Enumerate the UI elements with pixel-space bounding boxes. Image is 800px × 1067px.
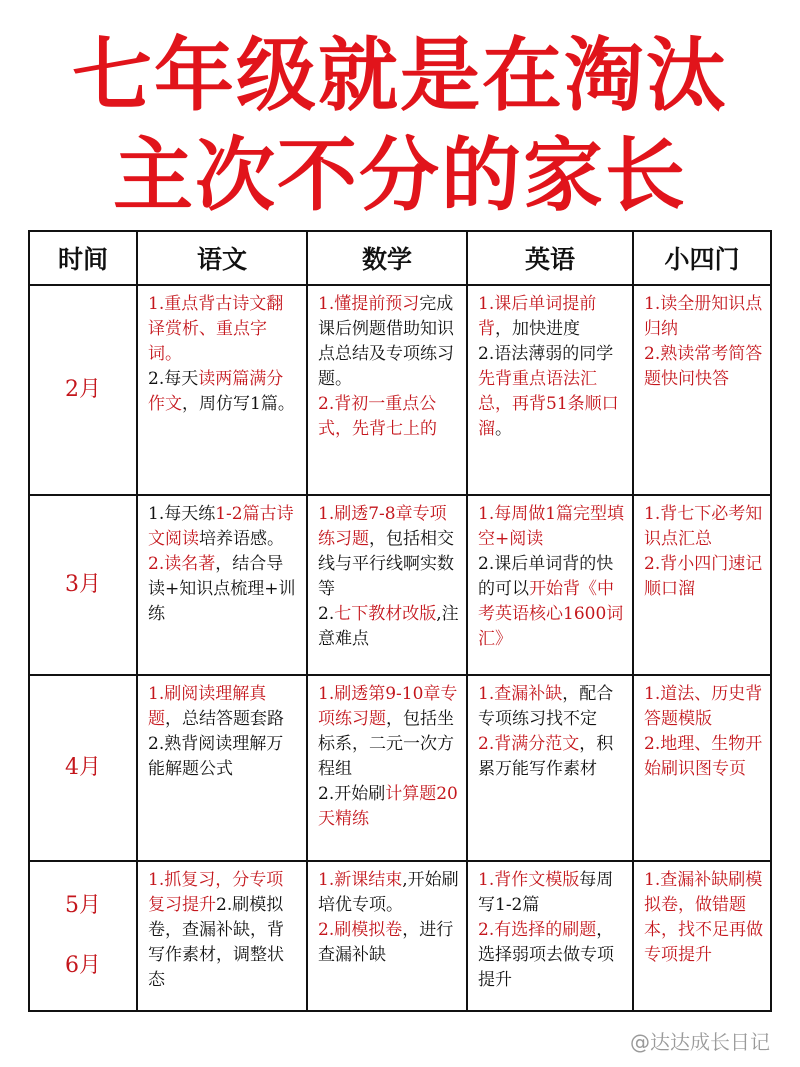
plan-item [318, 918, 460, 968]
plain-text: ,开始刷培优专项。 [318, 870, 459, 915]
plan-item [148, 292, 300, 367]
plain-text: 2.语法薄弱的同学 [478, 344, 614, 364]
highlighted-text: 七下教材改版 [334, 604, 437, 624]
plan-item [148, 732, 300, 782]
plan-item [478, 732, 626, 782]
highlighted-text: 先背重点语法汇总，再背51条顺口溜 [478, 369, 619, 439]
table-row [29, 495, 771, 675]
month-cell [29, 285, 137, 495]
chinese-cell [137, 285, 307, 495]
highlighted-text: 2.刷模拟卷 [318, 920, 403, 940]
highlighted-text: 1.读全册知识点归纳 [644, 294, 763, 339]
math-cell [307, 675, 467, 861]
others-cell [633, 675, 771, 861]
plan-item [644, 868, 764, 968]
plan-item [478, 292, 626, 342]
month-cell [29, 495, 137, 675]
english-cell [467, 675, 633, 861]
month-cell [29, 861, 137, 1011]
plain-text: ,注意难点 [318, 604, 459, 649]
plain-text: 2.刷模拟卷，查漏补缺，背写作素材，调整状态 [148, 895, 284, 990]
plain-text: 2.熟背阅读理解万能解题公式 [148, 734, 284, 779]
english-cell [467, 495, 633, 675]
highlighted-text: 1.查漏补缺刷模拟卷，做错题本，找不足再做专项提升 [644, 870, 763, 965]
plain-text: 。 [495, 419, 512, 439]
math-cell [307, 495, 467, 675]
highlighted-text: 1.课后单词提前背 [478, 294, 597, 339]
plan-item [644, 342, 764, 392]
plain-text: ，进行查漏补缺 [318, 920, 454, 965]
plain-text: ，结合导读+知识点梳理+训练 [148, 554, 296, 624]
month-cell [29, 675, 137, 861]
plan-item [318, 602, 460, 652]
chinese-cell [137, 495, 307, 675]
plain-text: 2. [318, 604, 335, 624]
math-cell [307, 861, 467, 1011]
highlighted-text: 1.刷透7-8章专项练习题 [318, 504, 447, 549]
plan-item [478, 868, 626, 918]
highlighted-text: 2.背小四门速记顺口溜 [644, 554, 763, 599]
plan-item [644, 682, 764, 732]
month-label: 2月 [65, 377, 101, 402]
plain-text: 每周写1-2篇 [478, 870, 614, 915]
plain-text: ，选择弱项去做专项提升 [478, 920, 614, 990]
plain-text: ，周仿写1篇。 [182, 394, 295, 414]
others-cell [633, 495, 771, 675]
highlighted-text: 1.每周做1篇完型填空+阅读 [478, 504, 625, 549]
plan-item [318, 292, 460, 392]
others-cell [633, 285, 771, 495]
plan-item [318, 392, 460, 442]
plain-text: 2.课后单词背的快的可以 [478, 554, 614, 599]
poster-title-line-1: 七年级就是在淘汰 [72, 29, 728, 122]
highlighted-text: 1.背七下必考知识点汇总 [644, 504, 763, 549]
highlighted-text: 1-2篇古诗文阅读 [148, 504, 294, 549]
highlighted-text: 2.背满分范文 [478, 734, 580, 754]
plain-text: 完成课后例题借助知识点总结及专项练习题。 [318, 294, 454, 389]
month-label: 3月 [65, 572, 101, 597]
english-cell [467, 861, 633, 1011]
highlighted-text: 读两篇满分作文 [148, 369, 284, 414]
highlighted-text: 1.抓复习，分专项复习提升 [148, 870, 284, 915]
header-english: 英语 [467, 231, 633, 285]
plan-item [148, 552, 300, 627]
plain-text: ，总结答题套路 [165, 709, 284, 729]
header-time: 时间 [29, 231, 137, 285]
english-cell [467, 285, 633, 495]
plan-item [478, 682, 626, 732]
highlighted-text: 1.道法、历史背答题模版 [644, 684, 763, 729]
plan-item [148, 367, 300, 417]
plain-text: ，包括相交线与平行线啊实数等 [318, 529, 454, 599]
plan-item [318, 868, 460, 918]
table-row [29, 861, 771, 1011]
plan-item [478, 342, 626, 442]
plain-text: 1.每天练 [148, 504, 216, 524]
highlighted-text: 1.重点背古诗文翻译赏析、重点字词。 [148, 294, 284, 364]
plain-text: ，配合专项练习找不定 [478, 684, 614, 729]
others-cell [633, 861, 771, 1011]
poster-title-line-2: 主次不分的家长 [113, 129, 687, 222]
highlighted-text: 1.新课结束 [318, 870, 403, 890]
plan-item [318, 782, 460, 832]
plan-item [644, 502, 764, 552]
header-math: 数学 [307, 231, 467, 285]
study-plan-table [28, 230, 772, 1012]
plan-item [478, 502, 626, 552]
plain-text: 2.每天 [148, 369, 199, 389]
month-label: 4月 [65, 755, 101, 780]
math-cell [307, 285, 467, 495]
table-row [29, 285, 771, 495]
plan-item [148, 868, 300, 993]
plan-item [478, 552, 626, 652]
plain-text: ，包括坐标系，二元一次方程组 [318, 709, 454, 779]
plan-item [644, 732, 764, 782]
plain-text: ，加快进度 [495, 319, 580, 339]
header-chinese: 语文 [137, 231, 307, 285]
plan-item [318, 502, 460, 602]
highlighted-text: 1.查漏补缺 [478, 684, 563, 704]
highlighted-text: 开始背《中考英语核心1600词汇》 [478, 579, 624, 649]
highlighted-text: 1.刷透第9-10章专项练习题 [318, 684, 458, 729]
month-label: 6月 [65, 953, 101, 978]
month-label: 5月 [65, 893, 101, 918]
highlighted-text: 1.背作文模版 [478, 870, 580, 890]
chinese-cell [137, 675, 307, 861]
highlighted-text: 2.读名著 [148, 554, 216, 574]
plan-item [148, 682, 300, 732]
header-other-subjects: 小四门 [633, 231, 771, 285]
highlighted-text: 1.刷阅读理解真题 [148, 684, 267, 729]
plain-text: 培养语感。 [199, 529, 284, 549]
chinese-cell [137, 861, 307, 1011]
plain-text: 2.开始刷 [318, 784, 386, 804]
highlighted-text: 2.背初一重点公式，先背七上的 [318, 394, 437, 439]
highlighted-text: 1.懂提前预习 [318, 294, 420, 314]
plan-item [478, 918, 626, 993]
highlighted-text: 2.有选择的刷题 [478, 920, 597, 940]
highlighted-text: 计算题20天精练 [318, 784, 458, 829]
plain-text: ，积累万能写作素材 [478, 734, 614, 779]
plan-item [148, 502, 300, 552]
plan-item [644, 292, 764, 342]
plan-item [644, 552, 764, 602]
table-header-row [29, 231, 771, 285]
highlighted-text: 2.地理、生物开始刷识图专页 [644, 734, 763, 779]
plan-item [318, 682, 460, 782]
highlighted-text: 2.熟读常考简答题快问快答 [644, 344, 763, 389]
table-row [29, 675, 771, 861]
watermark: @达达成长日记 [630, 1030, 770, 1054]
